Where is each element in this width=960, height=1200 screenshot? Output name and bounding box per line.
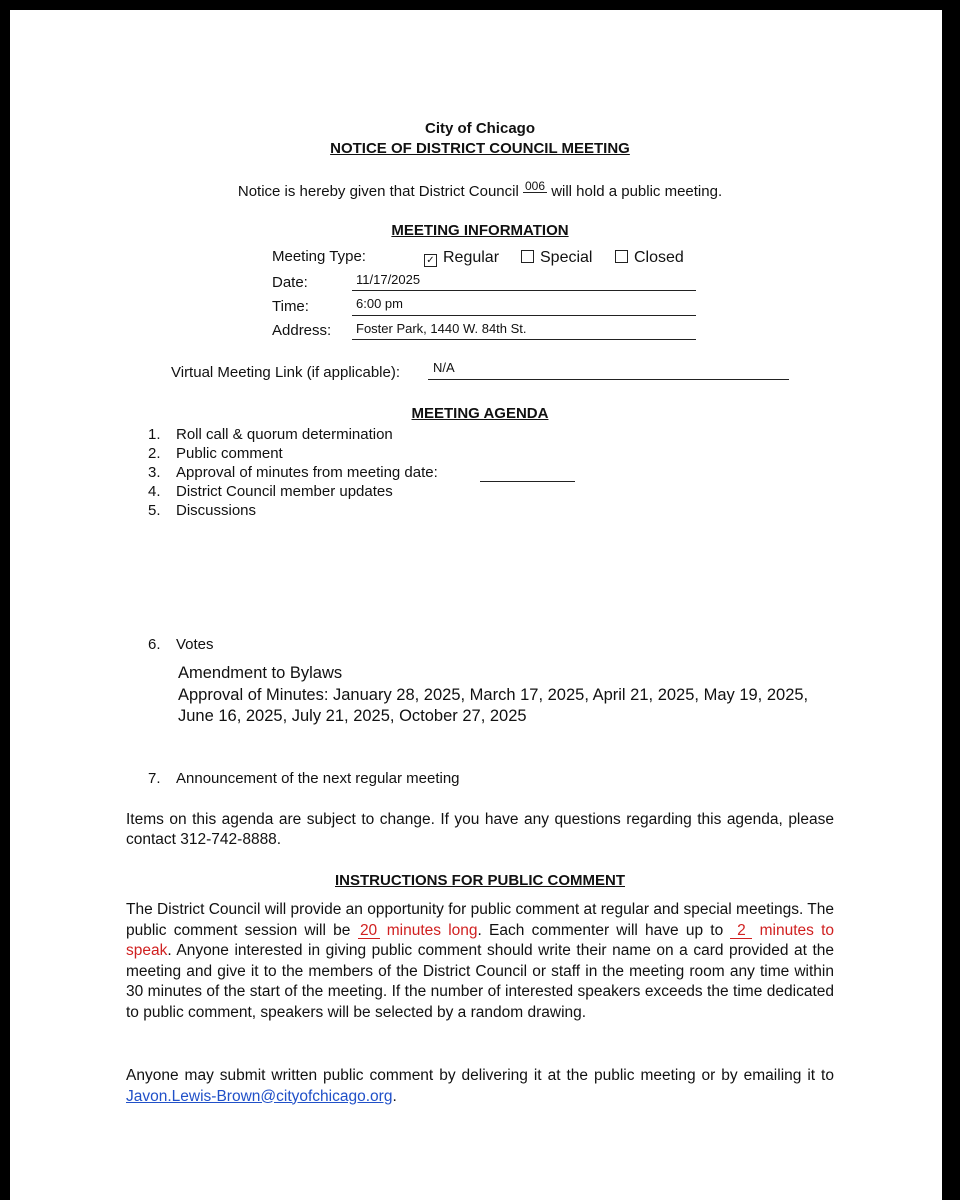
date-label: Date: xyxy=(272,274,308,291)
district-number: 006 xyxy=(524,179,546,193)
agenda-item: 1. xyxy=(148,426,161,443)
agenda-disclaimer: Items on this agenda are subject to change. If you have any questions regarding this agenda, please contact 312-742-8888. xyxy=(126,811,834,848)
agenda-item-votes-num: 6. xyxy=(148,636,161,653)
date-value: 11/17/2025 xyxy=(356,272,421,287)
agenda-item-announcement: Announcement of the next regular meeting xyxy=(176,770,460,787)
agenda-item-text: Public comment xyxy=(176,445,283,462)
date-underline xyxy=(352,290,696,291)
agenda-item: 4. xyxy=(148,483,161,500)
virtual-link-value: N/A xyxy=(433,360,455,375)
notice-prefix: Notice is hereby given that District Council xyxy=(237,183,519,200)
minutes-date-blank xyxy=(480,481,575,482)
notice-sentence xyxy=(0,180,960,200)
agenda-item: 3. xyxy=(148,464,161,481)
contact-email-link[interactable]: Javon.Lewis-Brown@cityofchicago.org xyxy=(126,1087,393,1105)
meeting-type-special[interactable] xyxy=(521,249,592,267)
regular-checkbox[interactable]: ✓ xyxy=(424,254,437,267)
meeting-type-regular[interactable] xyxy=(424,249,499,267)
agenda-item-votes: Votes xyxy=(176,636,214,653)
vote-item-bylaws: Amendment to Bylaws xyxy=(178,664,343,682)
time-value: 6:00 pm xyxy=(356,296,403,311)
address-underline xyxy=(352,339,696,340)
special-label: Special xyxy=(540,249,593,266)
time-underline xyxy=(352,315,696,316)
public-comment-heading: INSTRUCTIONS FOR PUBLIC COMMENT xyxy=(335,872,625,889)
agenda-item-text: Roll call & quorum determination xyxy=(176,426,393,443)
closed-checkbox[interactable] xyxy=(615,250,628,263)
closed-label: Closed xyxy=(634,249,684,266)
meeting-info-heading: MEETING INFORMATION xyxy=(391,222,569,239)
agenda-item-text: District Council member updates xyxy=(176,483,393,500)
meeting-type-closed[interactable] xyxy=(615,249,684,267)
agenda-item: 5. xyxy=(148,502,161,519)
agenda-item-announcement-num: 7. xyxy=(148,770,161,787)
agenda-heading: MEETING AGENDA xyxy=(411,405,549,422)
notice-suffix: will hold a public meeting. xyxy=(551,183,723,200)
time-label: Time: xyxy=(272,298,309,315)
regular-label: Regular xyxy=(443,249,500,266)
agenda-item-text: Discussions xyxy=(176,502,257,519)
meeting-type-label: Meeting Type: xyxy=(272,248,366,265)
city-name: City of Chicago xyxy=(424,120,535,137)
special-checkbox[interactable] xyxy=(521,250,534,263)
agenda-item-text: Approval of minutes from meeting date: xyxy=(176,464,438,481)
agenda-item: 2. xyxy=(148,445,161,462)
session-minutes-value: 20 xyxy=(358,924,380,939)
virtual-link-underline xyxy=(428,379,789,380)
virtual-link-label: Virtual Meeting Link (if applicable): xyxy=(171,364,401,381)
written-comment-paragraph: Anyone may submit written public comment by delivering it at the public meeting or by emailing it to Javon.Lewis-Brown@cityofchicago.org. xyxy=(126,1067,834,1105)
address-value: Foster Park, 1440 W. 84th St. xyxy=(356,321,527,336)
notice-title: NOTICE OF DISTRICT COUNCIL MEETING xyxy=(330,140,630,157)
speak-minutes-value: 2 xyxy=(730,924,752,939)
address-label: Address: xyxy=(272,322,332,339)
public-comment-paragraph: The District Council will provide an opportunity for public comment at regular and special meetings. The public comment session will be 20 minutes long. Each commenter will have up to 2 minutes to speak. Anyone interested in giving public comment should write their name on a card provided at the meeting and give it to the members of the District Council or staff in the meeting room any time within 30 minutes of the start of the meeting. If the number of interested speakers exceeds the time dedicated to public comment, speakers will be selected by a random drawing. xyxy=(126,901,835,1021)
vote-item-minutes: Approval of Minutes: January 28, 2025, March 17, 2025, April 21, 2025, May 19, 2025, June 16, 2025, July 21, 2025, October 27, 2025 xyxy=(178,686,809,725)
